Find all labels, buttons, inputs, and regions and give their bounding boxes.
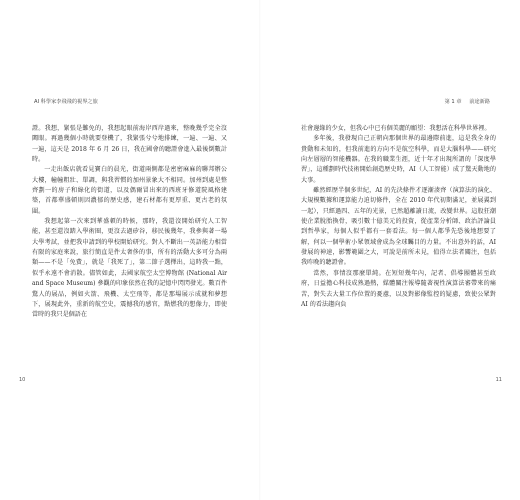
left-paragraph-3: 我想起第一次來到華盛頓的時候，那時，我還沒開始研究人工智能，甚至還沒踏入學術圈，更沒去過矽谷，移民後幾年，我參與著一場大學考試，並把我申請到的學校開始研究。對人不斷出一英語能力相當有限的家庭來說，旅行簡直是件太奢侈的事，所有的活動大多可分為兩類——不是「免費」，就是「我死了」，第二節子選擇出，這時我一點，似乎永遠不會消散。儘管如此，去國家航空太空博物館 (National Air and Space Museum) 參觀的印象依然在我的記憶中閃閃發光。數百件驚人的展品，例如火箭、飛機、太空飛等，都是那場展示成就和夢想下，展現此外，重新的航空史，震撼我的感官，點燃我的想像力，即使當時的我只是個語在 bbox=[32, 218, 227, 319]
book-gutter bbox=[259, 0, 261, 500]
chapter-title: 前途新路 bbox=[469, 99, 490, 105]
running-head-left: AI 科學家李飛飛的視界之旅 bbox=[34, 99, 98, 105]
page-number-left: 10 bbox=[19, 377, 26, 383]
right-paragraph-4: 當然，事情沒那麼單純。在短短幾年內，記者、倡導團體甚至政府，日益擔心科技成熟過熱，媒體關注報導隨著視性演算法審帶來的痛苦，對失去大量工作位置的憂慮，以及對影像監控的疑慮，致使公眾對 AI 的看法趨向負 bbox=[301, 269, 496, 308]
left-paragraph-2: 一走出飯店就看見寶白的晨光，街道兩側都是密密麻麻的聯邦辦公大樓，幢幢粗壯、單調，與我習慣的加州景象大不相同。加州到處是整齊劃一的房子和綠化的街道，以及偶爾冒出來的西班牙修道院風格建築，首都華盛頓則因濃郁的歷史感，建石材都有更厚重、更古老的氛圍。 bbox=[32, 166, 227, 215]
right-paragraph-2: 多年後，我發現自己正朝向那個世界的最邊際前進，這是我全身的貴動和未知的，但我前進的方向不是航空科學，而是大腦科學——研究向左層層的智能機器。在我的職業生涯，近十年才出現所謂的「深度學習」，這種劃時代技術開始創造歷史時，AI（人工智能）成了驚天動地的大事。 bbox=[301, 135, 496, 184]
running-head-right bbox=[445, 98, 490, 105]
chapter-label: 第 1 章 bbox=[444, 99, 462, 105]
right-paragraph-1: 社會邊緣的少女，但我心中已有個美麗的願望：我想活在科學世界裡。 bbox=[301, 125, 491, 132]
page-number-right: 11 bbox=[495, 377, 502, 383]
left-page-body bbox=[32, 124, 227, 321]
left-paragraph-1: 證。我想，緊張是難免的，我想起眼前海岸西岸過來，整晚幾乎完全沒闔眼。再過幾個小時就要登機了，我緊張兮兮地排練，一遍、一遍、又一遍，這天是 2018 年 6 月 26 日，我在國會的聽證會進入最後倒數計時。 bbox=[32, 125, 227, 164]
right-paragraph-3: 雖然經歷半個多世紀，AI 的先決條件才逐漸湊齊（演算法的演化、大規模數據和運算能力迫切條件，全在 2010 年代初期滿足，並展翼到一起），只經過四、五年的光景，已然超離讀日流，改變世界。這股狂潮使企業脫胎換骨，吸引數十億美元的投資，從產業分析師、政治評論員到哲學家，每個人似乎都有一套看法。每一個人都爭先恐後地想要了解，何以一個學術小眾領域會成為全球矚目的力量。不出意外的話，AI 發展的神速，影響範圍之大，可說是前所未見，值得立法者關注，包括我昨晚的聽證會。 bbox=[301, 187, 496, 267]
right-page-body bbox=[301, 124, 496, 310]
